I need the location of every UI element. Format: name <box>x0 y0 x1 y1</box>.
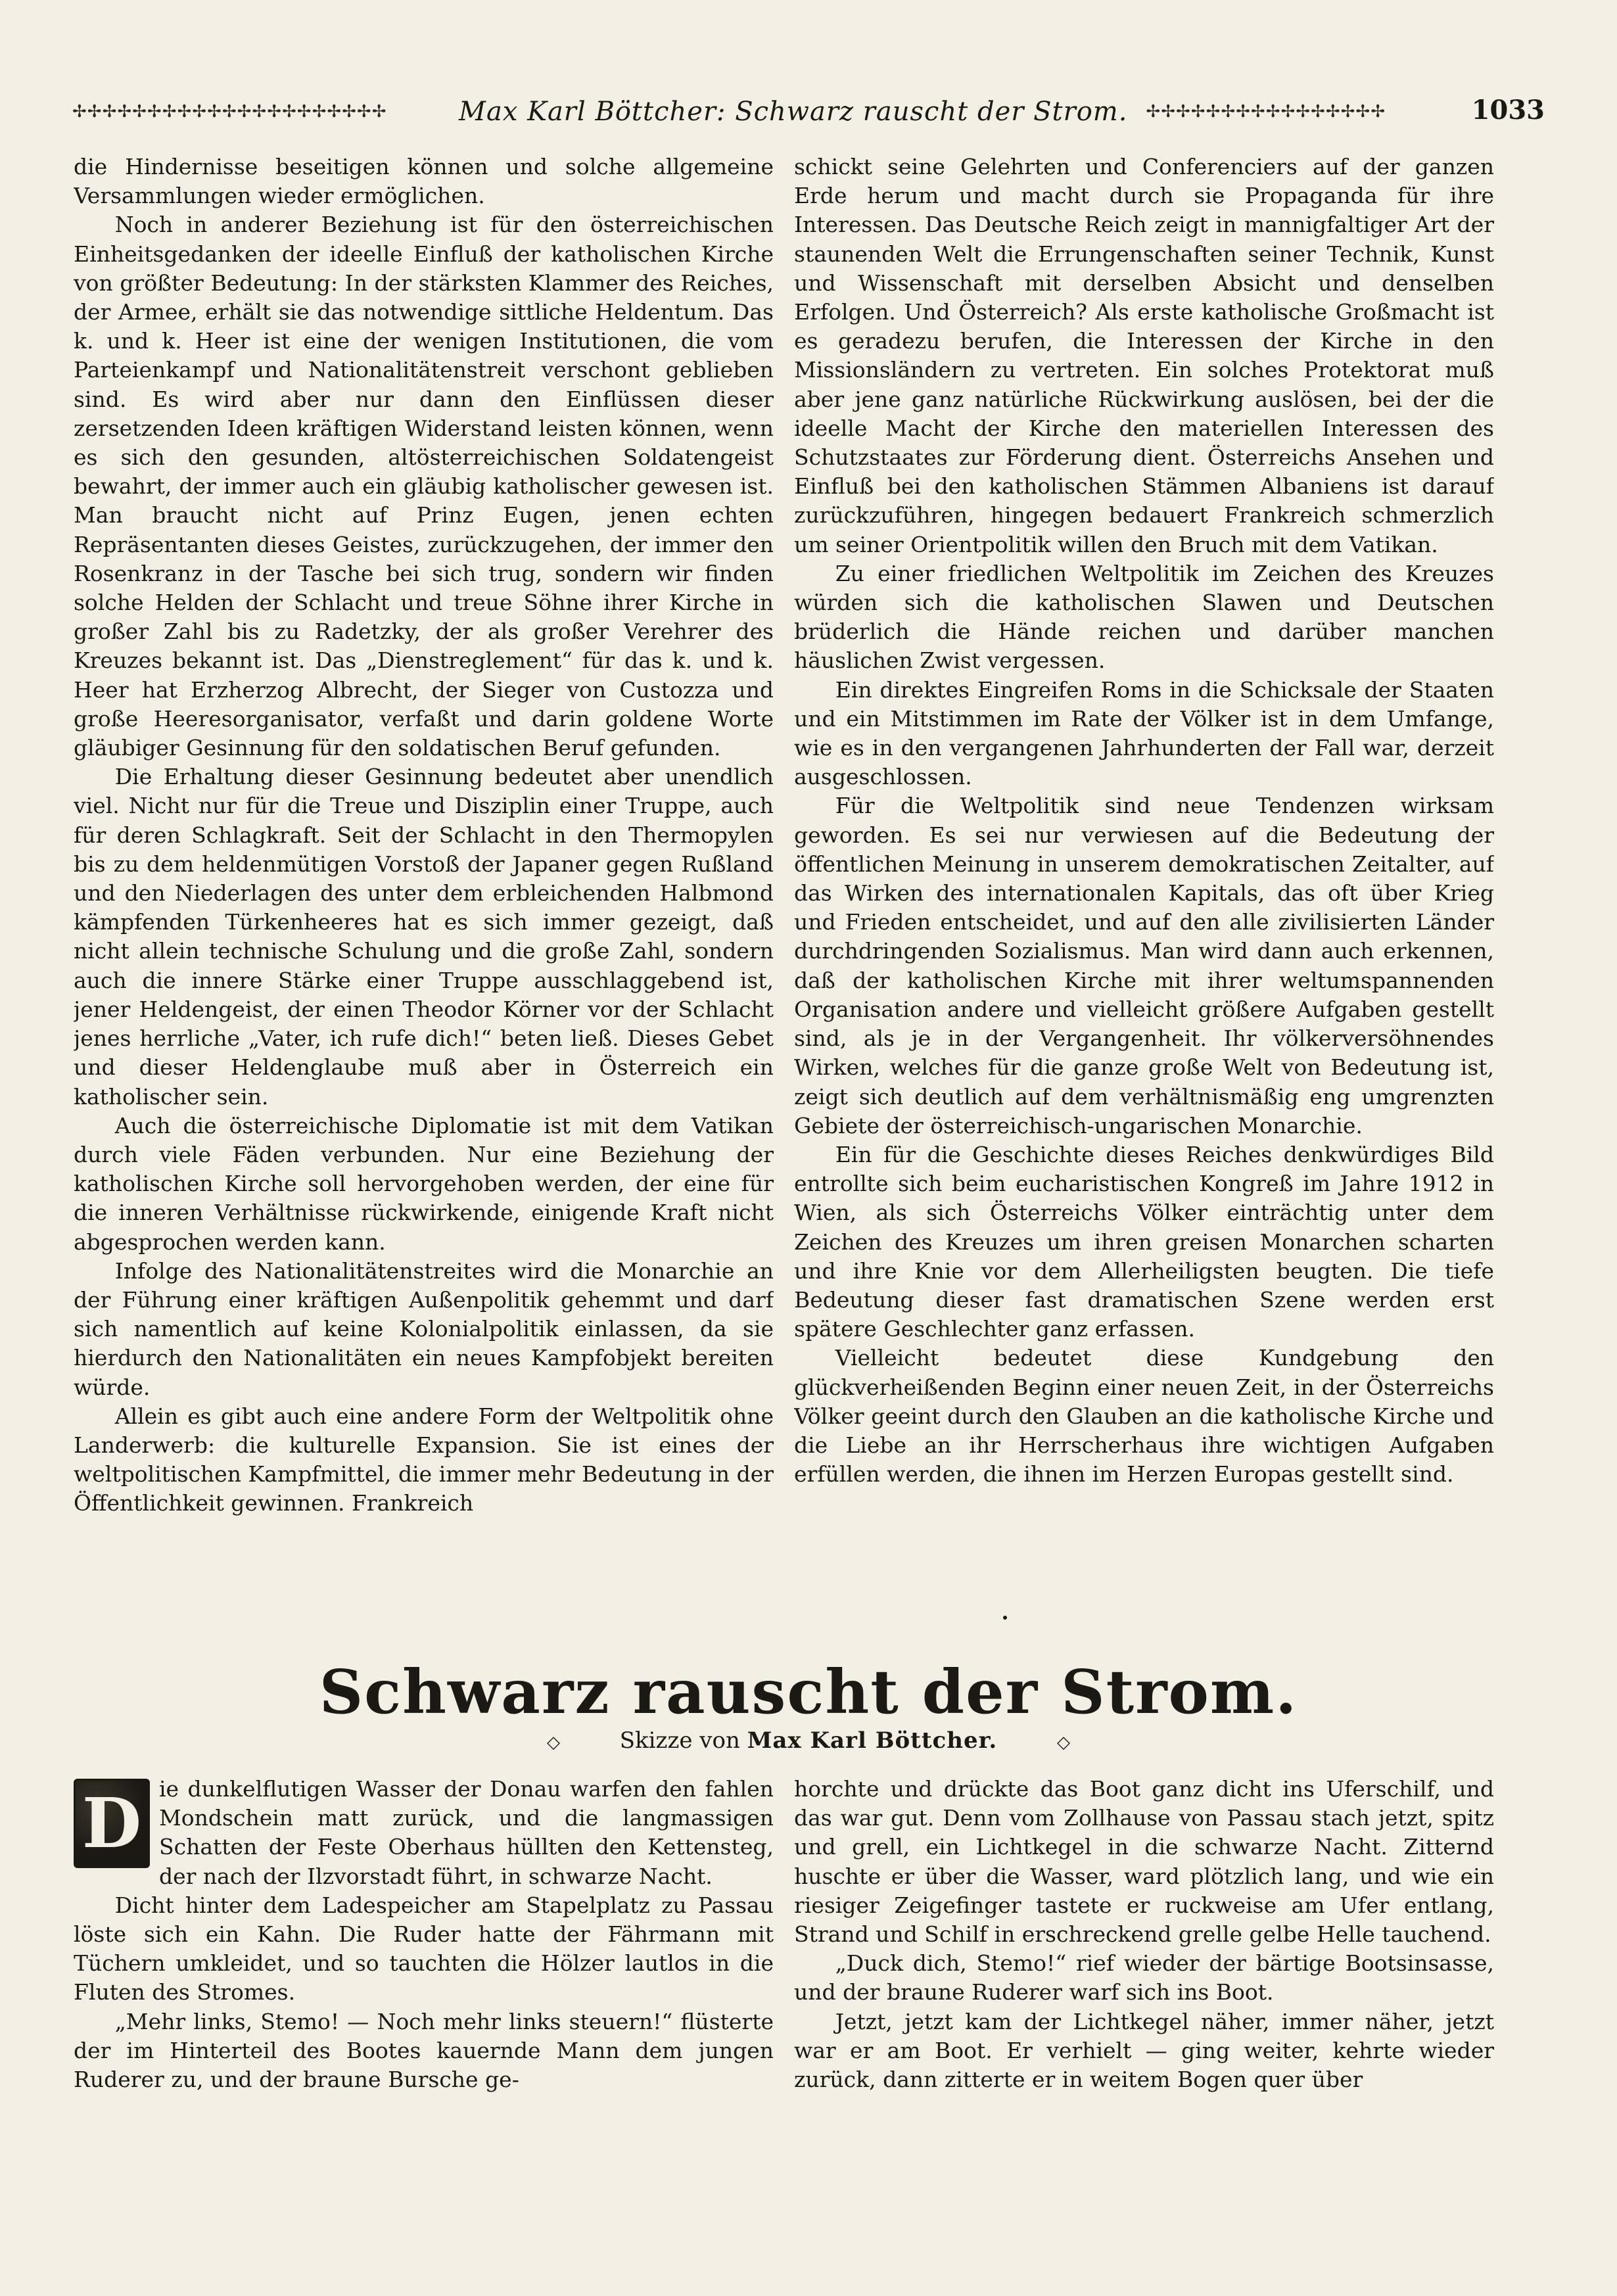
paragraph-text: ie dunkelflutigen Wasser der Donau warfen den fahlen Mondschein matt zurück, und die langmassigen Schatten der Feste Oberhaus hüllten den Kettensteg, der nach der Ilzvorstadt führt, in schwarze Nacht. <box>159 1776 774 1889</box>
paragraph: Infolge des Nationalitätenstreites wird die Monarchie an der Führung einer kräftigen Außenpolitik gehemmt und darf sich namentlich auf keine Kolonialpolitik einlassen, da sie hierdurch den Nationalitäten ein neues Kampfobjekt bereiten würde. <box>74 1257 774 1400</box>
paragraph: Noch in anderer Beziehung ist für den österreichischen Einheitsgedanken der ideelle Einfluß der katholischen Kirche von größter Bedeutung: In der stärksten Klammer des Reiches, der Armee, erhält sie das notwendige sittliche Heldentum. Das k. und k. Heer ist eine der wenigen Institutionen, die vom Parteienkampf und Nationalitätenstreit verschont geblieben sind. Es wird aber nur dann den Einflüssen dieser zersetzenden Ideen kräftigen Widerstand leisten können, wenn es sich den gesunden, altösterreichischen Soldatengeist bewahrt, der immer auch ein gläubig katholischer gewesen ist. Man braucht nicht auf Prinz Eugen, jenen echten Repräsentanten dieses Geistes, zurückzugehen, der immer den Rosenkranz in der Tasche bei sich trug, sondern wir finden solche Helden der Schlacht und treue Söhne ihrer Kirche in großer Zahl bis zu Radetzky, der als großer Verehrer des Kreuzes bekannt ist. Das „Dienstreglement“ für das k. und k. Heer hat Erzherzog Albrecht, der Sieger von Custozza und große Heeresorganisator, verfaßt und darin goldene Worte gläubiger Gesinnung für den soldatischen Beruf gefunden. <box>74 212 774 761</box>
bottom-right-column <box>794 1775 1494 2248</box>
bottom-left-column <box>74 1775 774 2248</box>
paragraph: Ein direktes Eingreifen Roms in die Schicksale der Staaten und ein Mitstimmen im Rate der Völker ist in dem Umfange, wie es in den vergangenen Jahrhunderten der Fall war, derzeit ausgeschlossen. <box>794 676 1494 790</box>
paragraph: „Duck dich, Stemo!“ rief wieder der bärtige Bootsinsasse, und der braune Ruderer warf sich ins Boot. <box>794 1950 1494 2005</box>
paragraph: Zu einer friedlichen Weltpolitik im Zeichen des Kreuzes würden sich die katholischen Slawen und Deutschen brüderlich die Hände reichen und darüber manchen häuslichen Zwist vergessen. <box>794 560 1494 674</box>
ornament-right: ✢✢✢✢✢✢✢✢✢✢✢✢✢✢✢✢ <box>1146 102 1386 122</box>
paragraph: schickt seine Gelehrten und Conferenciers auf der ganzen Erde herum und macht durch sie Propaganda für ihre Interessen. Das Deutsche Reich zeigt in mannigfaltiger Art der staunenden Welt die Errungenschaften seiner Technik, Kunst und Wissenschaft mit derselben Absicht und denselben Erfolgen. Und Österreich? Als erste katholische Großmacht ist es geradezu berufen, die Interessen der Kirche in den Missionsländern zu vertreten. Ein solches Protektorat muß aber jene ganz natürliche Rückwirkung auslösen, bei der die ideelle Macht der Kirche den materiellen Interessen des Schutzstaates zur Förderung dient. Österreichs Ansehen und Einfluß bei den katholischen Stämmen Albaniens ist darauf zurückzuführen, hingegen bedauert Frankreich schmerzlich um seiner Orientpolitik willen den Bruch mit dem Vatikan. <box>794 154 1494 557</box>
paragraph: die Hindernisse beseitigen können und solche allgemeine Versammlungen wieder ermöglichen. <box>74 154 774 209</box>
diamond-icon: ◇ <box>546 1733 560 1752</box>
paragraph: Allein es gibt auch eine andere Form der Weltpolitik ohne Landerwerb: die kulturelle Expansion. Sie ist eines der weltpolitischen Kampfmittel, die immer mehr Bedeutung in der Öffentlichkeit gewinnen. Frankreich <box>74 1403 774 1516</box>
stray-mark <box>1003 1616 1007 1620</box>
running-head <box>72 92 1545 131</box>
paragraph: Vielleicht bedeutet diese Kundgebung den glückverheißenden Beginn einer neuen Zeit, in der Österreichs Völker geeint durch den Glauben an die katholische Kirche und die Liebe an ihr Herrscherhaus ihre wichtigen Aufgaben erfüllen werden, die ihnen im Herzen Europas gestellt sind. <box>794 1345 1494 1488</box>
paragraph: Für die Weltpolitik sind neue Tendenzen wirksam geworden. Es sei nur verwiesen auf die Bedeutung der öffentlichen Meinung in unserem demokratischen Zeitalter, auf das Wirken des internationalen Kapitals, das oft über Krieg und Frieden entscheidet, und auf den alle zivilisierten Länder durchdringenden Sozialismus. Man wird dann auch erkennen, daß der katholischen Kirche mit ihrer weltumspannenden Organisation andere und vielleicht größere Aufgaben gestellt sind, als je in der Vergangenheit. Ihr völkerversöhnendes Wirken, welches für die ganze große Welt von Bedeutung ist, zeigt sich deutlich auf dem verhältnismäßig eng umgrenzten Gebiete der österreichisch-ungarischen Monarchie. <box>794 793 1494 1138</box>
paragraph: horchte und drückte das Boot ganz dicht ins Uferschilf, und das war gut. Denn vom Zollhause von Passau stach jetzt, spitz und grell, ein Lichtkegel in die schwarze Nacht. Zitternd huschte er über die Wasser, ward plötzlich lang, und wie ein riesiger Zeigefinger tastete er ruckweise am Ufer entlang, Strand und Schilf in erschreckend grelle gelbe Helle tauchend. <box>794 1776 1494 1948</box>
diamond-icon: ◇ <box>1057 1733 1071 1752</box>
top-left-column <box>74 152 774 1605</box>
ornament-left: ✢✢✢✢✢✢✢✢✢✢✢✢✢✢✢✢✢✢✢✢✢ <box>72 102 387 122</box>
running-title: Max Karl Böttcher: Schwarz rauscht der Strom. <box>459 97 1128 127</box>
byline-prefix: Skizze von <box>619 1727 740 1754</box>
article-title: Schwarz rauscht der Strom. <box>319 1656 1298 1727</box>
page-number: 1033 <box>1471 95 1545 126</box>
paragraph: Dicht hinter dem Ladespeicher am Stapelplatz zu Passau löste sich ein Kahn. Die Ruder hatte der Fährmann mit Tüchern umkleidet, und so tauchten die Hölzer lautlos in die Fluten des Stromes. <box>74 1892 774 2005</box>
paragraph: Ein für die Geschichte dieses Reiches denkwürdiges Bild entrollte sich beim eucharistischen Kongreß im Jahre 1912 in Wien, als sich Österreichs Völker einträchtig unter dem Zeichen des Kreuzes um ihren greisen Monarchen scharten und ihre Knie vor dem Allerheiligsten beugten. Die tiefe Bedeutung dieser fast dramatischen Szene werden erst spätere Geschlechter ganz erfassen. <box>794 1141 1494 1342</box>
byline-author: Max Karl Böttcher. <box>747 1727 998 1754</box>
paragraph: Auch die österreichische Diplomatie ist mit dem Vatikan durch viele Fäden verbunden. Nur eine Beziehung der katholischen Kirche soll hervorgehoben werden, der eine für die inneren Verhältnisse rückwirkende, einigende Kraft nicht abgesprochen werden kann. <box>74 1112 774 1255</box>
paragraph <box>74 1775 774 1891</box>
paragraph: „Mehr links, Stemo! — Noch mehr links steuern!“ flüsterte der im Hinterteil des Bootes kauernde Mann dem jungen Ruderer zu, und der braune Bursche ge- <box>74 2008 774 2093</box>
top-right-column <box>794 152 1494 1605</box>
paragraph: Die Erhaltung dieser Gesinnung bedeutet aber unendlich viel. Nicht nur für die Treue und Disziplin einer Truppe, auch für deren Schlagkraft. Seit der Schlacht in den Thermopylen bis zu dem heldenmütigen Vorstoß der Japaner gegen Rußland und den Niederlagen des unter dem erbleichenden Halbmond kämpfenden Türkenheeres hat es sich immer gezeigt, daß nicht allein technische Schulung und die große Zahl, sondern auch die innere Stärke einer Truppe ausschlaggebend ist, jener Heldengeist, der einen Theodor Körner vor der Schlacht jenes herrliche „Vater, ich rufe dich!“ beten ließ. Dieses Gebet und dieser Heldenglaube muß aber in Österreich ein katholischer sein. <box>74 764 774 1110</box>
dropcap: D <box>74 1779 150 1868</box>
paragraph: Jetzt, jetzt kam der Lichtkegel näher, immer näher, jetzt war er am Boot. Er verhielt — ging weiter, kehrte wieder zurück, dann zitterte er in weitem Bogen quer über <box>794 2008 1494 2093</box>
byline <box>0 1727 1617 1754</box>
